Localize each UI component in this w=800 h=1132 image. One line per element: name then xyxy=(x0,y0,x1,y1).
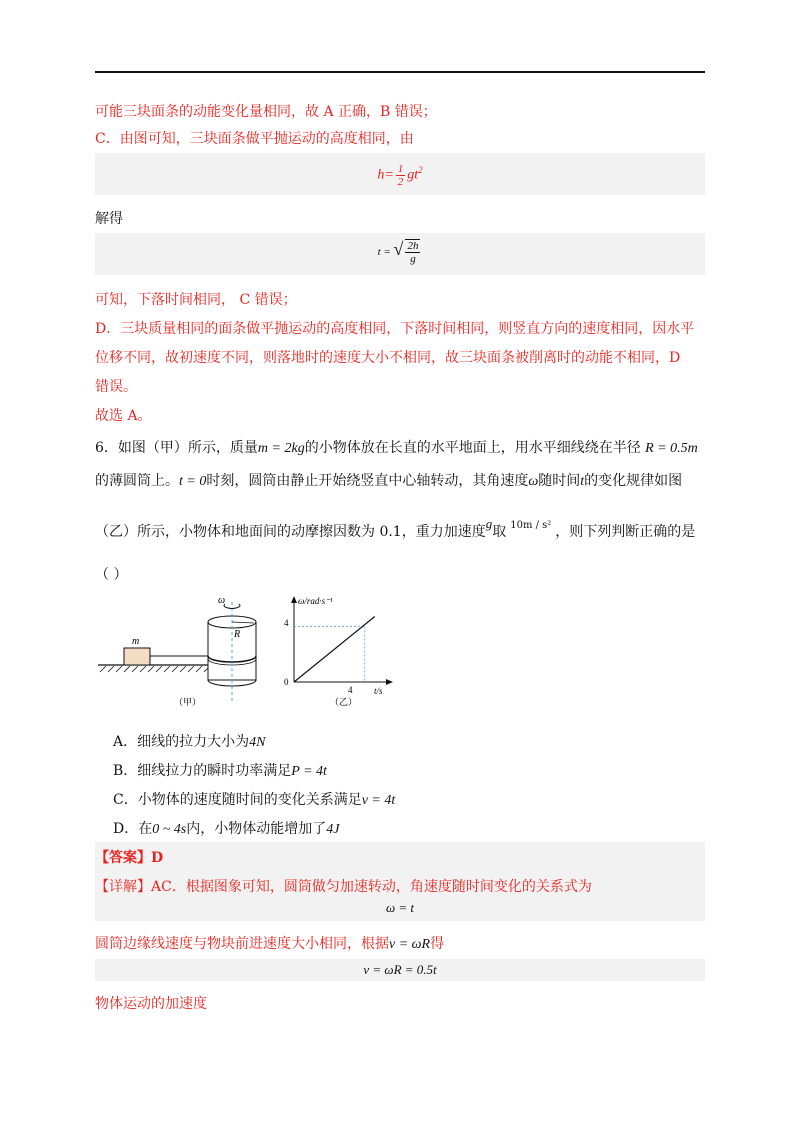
q3-text-a: （乙）所示，小物体和地面间的动摩擦因数为 0.1，重力加速度 xyxy=(95,524,486,540)
q3-text-b: 取 xyxy=(492,524,507,540)
equation-v: v = ωR = 0.5t xyxy=(363,962,437,977)
answer-line-2 xyxy=(95,933,444,953)
radius-label: R xyxy=(234,629,241,640)
caption-jia: （甲） xyxy=(174,698,202,708)
text-line-8: 故选 A。 xyxy=(95,408,152,424)
question-line-2 xyxy=(95,470,682,490)
q2-text-b: 时刻，圆筒由静止开始绕竖直中心轴转动，其角速度 xyxy=(206,473,529,489)
q2-text-c: 随时间 xyxy=(538,473,581,489)
text-line-1: 可能三块面条的动能变化量相同，故 A 正确，B 错误； xyxy=(95,104,437,120)
option-a xyxy=(113,731,265,751)
option-a-text: A．细线的拉力大小为 xyxy=(113,734,250,750)
figure-jia xyxy=(98,595,256,708)
question-line-4: （ ） xyxy=(95,567,128,583)
answer-line-2-b: 得 xyxy=(430,936,445,952)
x-tick-label: 4 xyxy=(348,685,353,695)
x-axis-label: t/s xyxy=(374,686,383,696)
y-axis-arrow xyxy=(291,596,297,603)
q1-mass: m = 2kg xyxy=(257,441,305,456)
question-line-3 xyxy=(95,516,696,541)
origin-label: 0 xyxy=(284,677,289,687)
q3-text-c: ，则下列判断正确的是 xyxy=(555,524,696,540)
option-c-text: C．小物体的速度随时间的变化关系满足 xyxy=(113,792,362,808)
text-line-5: D．三块质量相同的面条做平抛运动的高度相同，下落时间相同，则竖直方向的速度相同，因水平 xyxy=(95,321,695,337)
q2-text-a: 的薄圆筒上。 xyxy=(95,473,179,489)
option-d xyxy=(113,818,339,838)
figure xyxy=(98,590,408,715)
text-line-3: 解得 xyxy=(95,211,123,227)
equation-box-t xyxy=(95,233,705,275)
q2-text-d: 的变化规律如图 xyxy=(584,473,683,489)
q2-t0: t = 0 xyxy=(179,474,207,489)
q1-text-a: 6．如图（甲）所示，质量 xyxy=(95,440,258,456)
answer-line-2-a: 圆筒边缘线速度与物块前进速度大小相同，根据 xyxy=(95,936,389,952)
option-c xyxy=(113,789,395,809)
block-mass-label: m xyxy=(132,636,140,647)
equation-omega: ω = t xyxy=(385,900,415,915)
q1-text-b: 的小物体放在长直的水平地面上，用水平细线绕在半径 xyxy=(304,440,641,456)
q2-t: t xyxy=(580,474,585,489)
y-axis-label: ω/rad·s⁻¹ xyxy=(298,596,333,606)
small-block xyxy=(124,648,150,665)
caption-yi: （乙） xyxy=(330,698,358,708)
y-tick-label: 4 xyxy=(284,618,289,628)
answer-line-3: 物体运动的加速度 xyxy=(95,996,207,1012)
option-b-text: B．细线拉力的瞬时功率满足 xyxy=(113,763,292,779)
q3-g: g xyxy=(485,516,493,531)
answer-label: 【答案】D xyxy=(95,850,164,866)
top-rule xyxy=(95,71,705,73)
equation-box-v xyxy=(95,959,705,981)
q1-radius: R = 0.5m xyxy=(645,441,698,456)
question-line-1 xyxy=(95,437,698,457)
text-line-2: C．由图可知，三块面条做平抛运动的高度相同，由 xyxy=(95,131,414,147)
answer-detail: 【详解】AC．根据图象可知，圆筒做匀加速转动，角速度随时间变化的关系式为 xyxy=(95,879,592,895)
q3-value: 10m / s² xyxy=(510,520,552,531)
q2-omega: ω xyxy=(528,474,539,489)
equation-h: h= $\frac{1}{2}$ $gt^2$ xyxy=(377,163,423,188)
option-b-value: P = 4t xyxy=(291,764,327,779)
option-d-text-2: 内，小物体动能增加了 xyxy=(186,821,327,837)
text-line-4: 可知，下落时间相同， C 错误； xyxy=(95,292,297,308)
equation-t: t = √ $\frac{2h}{g}$ xyxy=(377,239,419,266)
text-line-6: 位移不同，故初速度不同，则落地时的速度大小不相同，故三块面条被削离时的动能不相同，D xyxy=(95,350,681,366)
option-a-value: 4N xyxy=(249,735,266,750)
figure-yi-graph xyxy=(284,596,393,708)
x-axis-arrow xyxy=(386,679,393,685)
option-b xyxy=(113,760,327,780)
answer-line-2-eq: v = ωR xyxy=(389,937,431,952)
option-d-range: 0 ~ 4s xyxy=(152,822,187,837)
omega-label: ω xyxy=(218,595,226,606)
ground-hatch xyxy=(100,666,226,672)
text-line-7: 错误。 xyxy=(95,379,137,395)
option-c-value: v = 4t xyxy=(361,793,396,808)
option-d-text: D．在 xyxy=(113,821,153,837)
equation-box-h xyxy=(95,153,705,195)
answer-box xyxy=(95,842,705,921)
option-d-value: 4J xyxy=(326,822,340,837)
